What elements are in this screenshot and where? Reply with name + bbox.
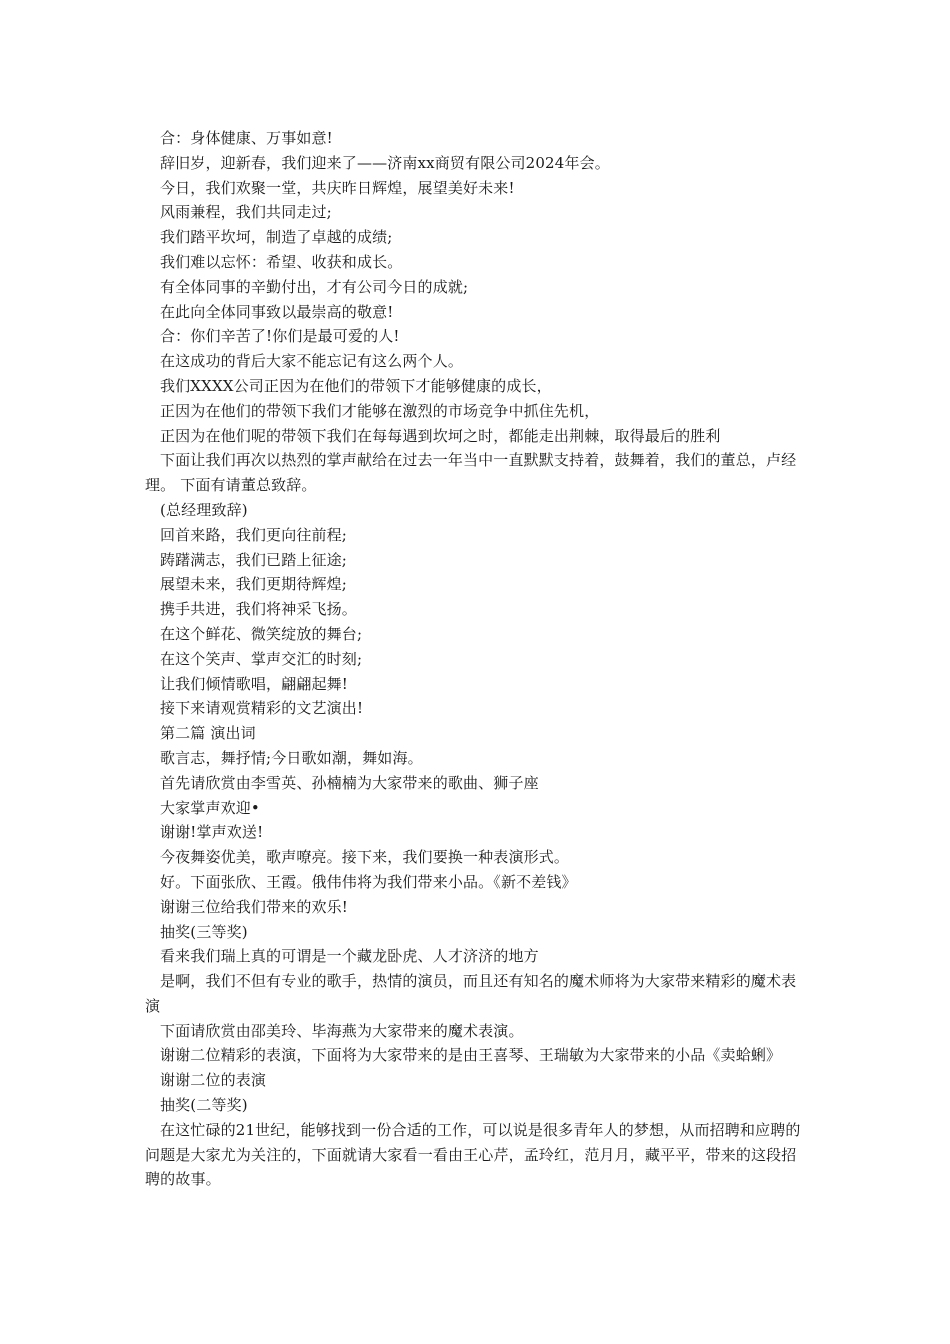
paragraph: 在这个笑声、掌声交汇的时刻; [160, 649, 363, 668]
paragraph: 我们踏平坎坷，制造了卓越的成绩; [160, 228, 393, 247]
paragraph: 抽奖(三等奖) [160, 922, 248, 941]
paragraph: 有全体同事的辛勤付出，才有公司今日的成就; [160, 277, 469, 296]
paragraph: 辞旧岁，迎新春，我们迎来了——济南xx商贸有限公司2024年会。 [160, 153, 610, 172]
paragraph: 今日，我们欢聚一堂，共庆昨日辉煌，展望美好未来! [160, 178, 515, 197]
paragraph: 踌躇满志，我们已踏上征途; [160, 550, 348, 569]
section-heading: 第二篇 演出词 [160, 724, 256, 743]
paragraph: 下面请欣赏由邵美玲、毕海燕为大家带来的魔术表演。 [160, 1021, 524, 1040]
paragraph: 正因为在他们的带领下我们才能够在激烈的市场竞争中抓住先机， [160, 401, 600, 420]
paragraph: 携手共进，我们将神采飞扬。 [160, 600, 357, 619]
paragraph: 展望未来，我们更期待辉煌; [160, 575, 348, 594]
paragraph: 是啊，我们不但有专业的歌手，热情的演员，而且还有知名的魔术师将为大家带来精彩的魔术表演 [145, 972, 797, 1015]
paragraph: 今夜舞姿优美，歌声嘹亮。接下来，我们要换一种表演形式。 [160, 848, 570, 867]
paragraph: 抽奖(二等奖) [160, 1096, 248, 1115]
paragraph: 看来我们瑞上真的可谓是一个藏龙卧虎、人才济济的地方 [160, 947, 539, 966]
paragraph: 合：身体健康、万事如意! [160, 129, 333, 147]
paragraph: 在这成功的背后大家不能忘记有这么两个人。 [160, 352, 464, 371]
paragraph: 谢谢二位精彩的表演，下面将为大家带来的是由王喜琴、王瑞敏为大家带来的小品《卖蛤蜊》 [160, 1046, 782, 1065]
paragraph: 首先请欣赏由李雪英、孙楠楠为大家带来的歌曲、狮子座 [160, 773, 539, 792]
document-body [145, 126, 810, 1192]
paragraph: (总经理致辞) [160, 500, 248, 519]
paragraph: 好。下面张欣、王霞。俄伟伟将为我们带来小品。《新不差钱》 [160, 872, 577, 891]
paragraph: 合：你们辛苦了!你们是最可爱的人! [160, 327, 400, 346]
paragraph: 下面让我们再次以热烈的掌声献给在过去一年当中一直默默支持着，鼓舞着，我们的董总，卢经理。 下面有请董总致辞。 [145, 451, 797, 495]
paragraph: 谢谢三位给我们带来的欢乐! [160, 897, 348, 916]
paragraph: 在这个鲜花、微笑绽放的舞台; [160, 624, 363, 643]
paragraph: 我们难以忘怀：希望、收获和成长。 [160, 252, 403, 271]
paragraph: 回首来路，我们更向往前程; [160, 525, 348, 544]
paragraph: 谢谢!掌声欢送! [160, 823, 264, 842]
paragraph: 谢谢二位的表演 [160, 1071, 267, 1090]
paragraph: 让我们倾情歌唱，翩翩起舞! [160, 674, 348, 693]
paragraph: 接下来请观赏精彩的文艺演出! [160, 699, 364, 718]
paragraph: 在此向全体同事致以最崇高的敬意! [160, 302, 394, 321]
paragraph: 歌言志，舞抒情;今日歌如潮，舞如海。 [160, 748, 423, 767]
paragraph: 大家掌声欢迎• [160, 798, 260, 817]
paragraph: 在这忙碌的21世纪，能够找到一份合适的工作，可以说是很多青年人的梦想，从而招聘和应聘的问题是大家尤为关注的，下面就请大家看一看由王心芹，孟玲红，范月月，藏平平，带来的这段招聘的故事。 [145, 1120, 801, 1189]
paragraph: 正因为在他们呢的带领下我们在每每遇到坎坷之时，都能走出荆棘，取得最后的胜利 [160, 426, 721, 445]
paragraph: 风雨兼程，我们共同走过; [160, 203, 332, 222]
paragraph: 我们XXXX公司正因为在他们的带领下才能够健康的成长， [160, 376, 552, 395]
